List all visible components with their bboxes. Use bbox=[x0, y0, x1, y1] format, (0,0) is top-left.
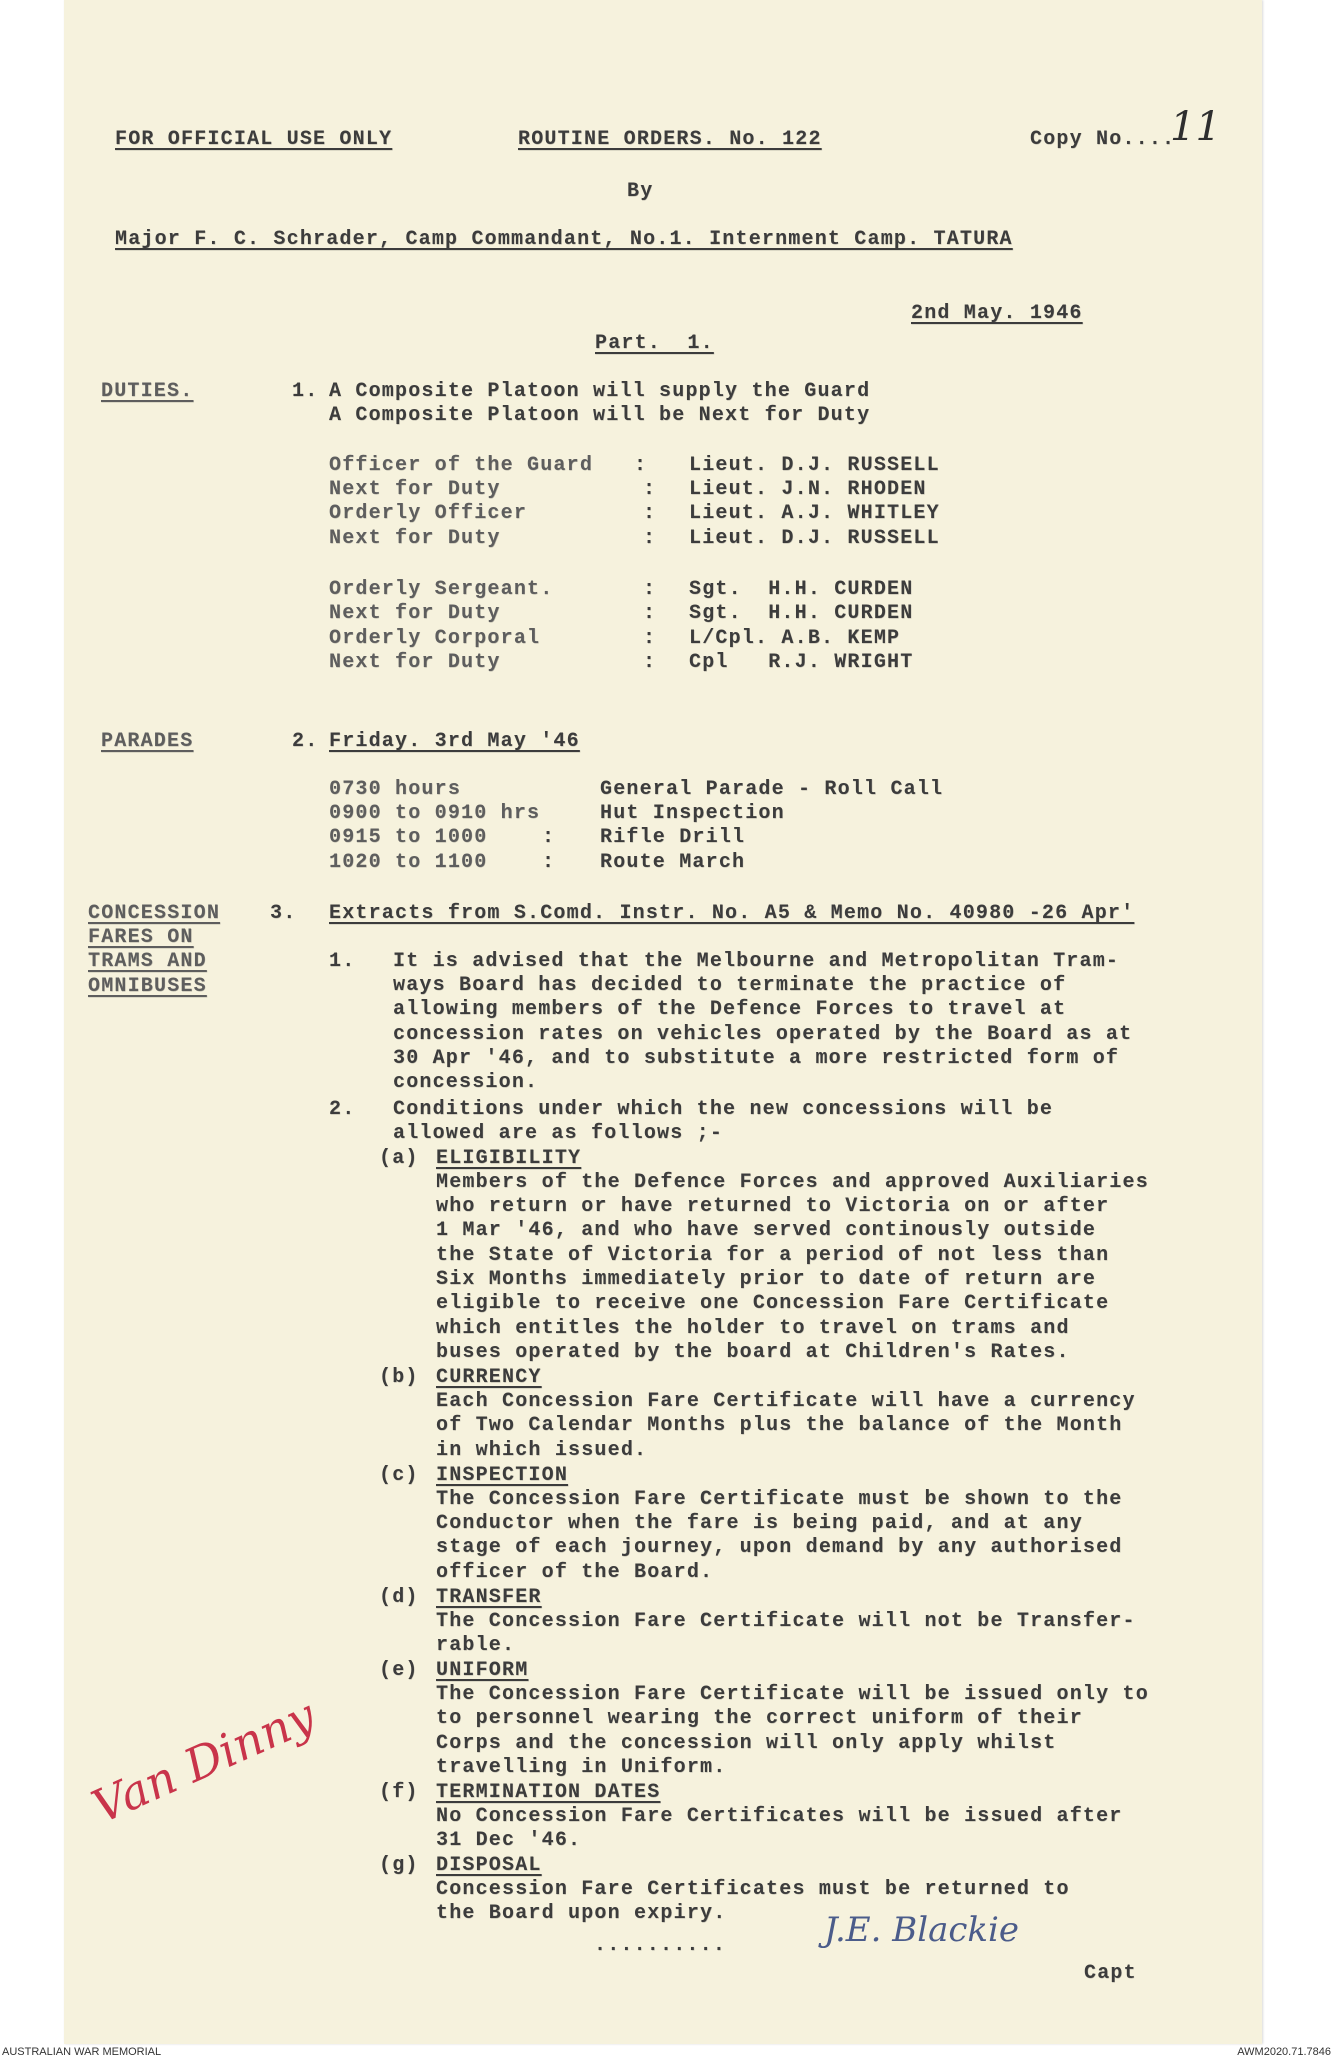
footer-credit: AUSTRALIAN WAR MEMORIAL bbox=[2, 2046, 162, 2058]
item-line: buses operated by the board at Children's Rates. bbox=[436, 1341, 1070, 1364]
duty-role: Next for Duty bbox=[329, 651, 501, 674]
item-line: the State of Victoria for a period of not less than bbox=[436, 1244, 1110, 1267]
duties-side-label: DUTIES. bbox=[101, 380, 194, 403]
item-line: travelling in Uniform. bbox=[436, 1756, 727, 1779]
item-line: Concession Fare Certificates must be returned to bbox=[436, 1878, 1070, 1901]
duty-name: Sgt. H.H. CURDEN bbox=[689, 578, 914, 601]
footer-accession: AWM2020.71.7846 bbox=[1237, 2046, 1331, 2058]
parade-sep: : bbox=[542, 851, 556, 874]
item-line: Each Concession Fare Certificate will have a currency bbox=[436, 1390, 1136, 1413]
duty-name: Lieut. J.N. RHODEN bbox=[689, 478, 927, 501]
parade-time: 0730 hours bbox=[329, 778, 462, 801]
concession-side-label: OMNIBUSES bbox=[88, 975, 207, 998]
item-line: 31 Dec '46. bbox=[436, 1829, 582, 1852]
item-letter: (e) bbox=[379, 1659, 419, 1682]
item-letter: (g) bbox=[379, 1854, 419, 1877]
duty-sep: : bbox=[634, 454, 648, 477]
red-handwritten-annotation: Van Dinny bbox=[84, 1688, 323, 1834]
duty-role: Next for Duty bbox=[329, 602, 501, 625]
item-line: Six Months immediately prior to date of return are bbox=[436, 1268, 1097, 1291]
duty-sep: : bbox=[643, 602, 657, 625]
duty-name: Lieut. D.J. RUSSELL bbox=[689, 454, 940, 477]
duty-role: Officer of the Guard bbox=[329, 454, 594, 477]
item-line: who return or have returned to Victoria on or after bbox=[436, 1195, 1110, 1218]
duty-name: L/Cpl. A.B. KEMP bbox=[689, 627, 901, 650]
duty-role: Next for Duty bbox=[329, 527, 501, 550]
parade-sep: : bbox=[542, 826, 556, 849]
concession-side-label: TRAMS AND bbox=[88, 950, 207, 973]
para1-line: concession. bbox=[393, 1071, 539, 1094]
duty-role: Orderly Corporal bbox=[329, 627, 541, 650]
duty-role: Next for Duty bbox=[329, 478, 501, 501]
item-letter: (f) bbox=[379, 1781, 419, 1804]
duty-sep: : bbox=[643, 478, 657, 501]
item-line: Corps and the concession will only apply whilst bbox=[436, 1732, 1057, 1755]
para2-line: Conditions under which the new concessions will be bbox=[393, 1098, 1054, 1121]
item-letter: (a) bbox=[379, 1147, 419, 1170]
item-title: UNIFORM bbox=[436, 1659, 529, 1682]
item-line: rable. bbox=[436, 1634, 516, 1657]
item-title: INSPECTION bbox=[436, 1464, 569, 1487]
item-line: to personnel wearing the correct uniform of their bbox=[436, 1707, 1083, 1730]
duty-name: Cpl R.J. WRIGHT bbox=[689, 651, 914, 674]
parade-activity: Rifle Drill bbox=[600, 826, 746, 849]
para1-line: It is advised that the Melbourne and Metropolitan Tram- bbox=[393, 950, 1120, 973]
item-title: CURRENCY bbox=[436, 1366, 542, 1389]
concession-side-label: CONCESSION bbox=[88, 902, 221, 925]
item-letter: (c) bbox=[379, 1464, 419, 1487]
para1-line: concession rates on vehicles operated by the Board as at bbox=[393, 1023, 1133, 1046]
duty-name: Sgt. H.H. CURDEN bbox=[689, 602, 914, 625]
concession-side-label: FARES ON bbox=[88, 926, 194, 949]
classification-label: FOR OFFICIAL USE ONLY bbox=[115, 128, 393, 151]
orders-title: ROUTINE ORDERS. No. 122 bbox=[518, 128, 822, 151]
parade-activity: General Parade - Roll Call bbox=[600, 778, 944, 801]
concession-number: 3. bbox=[270, 902, 297, 925]
document-page bbox=[64, 0, 1262, 2044]
duties-line: A Composite Platoon will be Next for Duty bbox=[329, 404, 871, 427]
parade-time: 0915 to 1000 bbox=[329, 826, 488, 849]
copy-label: Copy No.... bbox=[1030, 128, 1176, 151]
duty-sep: : bbox=[643, 651, 657, 674]
duties-number: 1. bbox=[292, 380, 319, 403]
item-title: DISPOSAL bbox=[436, 1854, 542, 1877]
item-line: officer of the Board. bbox=[436, 1561, 714, 1584]
part-heading: Part. 1. bbox=[595, 332, 714, 355]
item-line: Conductor when the fare is being paid, and at any bbox=[436, 1512, 1083, 1535]
item-line: 1 Mar '46, and who have served continously outside bbox=[436, 1219, 1097, 1242]
duty-sep: : bbox=[643, 578, 657, 601]
para1-line: allowing members of the Defence Forces to travel at bbox=[393, 998, 1067, 1021]
signature-rank: Capt bbox=[1084, 1962, 1137, 1985]
item-line: The Concession Fare Certificate must be shown to the bbox=[436, 1488, 1123, 1511]
parade-time: 0900 to 0910 hrs bbox=[329, 802, 541, 825]
duty-name: Lieut. A.J. WHITLEY bbox=[689, 502, 940, 525]
signature-handwritten: J.E. Blackie bbox=[824, 1910, 1020, 1950]
duty-role: Orderly Sergeant. bbox=[329, 578, 554, 601]
item-line: The Concession Fare Certificate will be issued only to bbox=[436, 1683, 1149, 1706]
para1-line: ways Board has decided to terminate the practice of bbox=[393, 974, 1067, 997]
parades-day: Friday. 3rd May '46 bbox=[329, 730, 580, 753]
para1-line: 30 Apr '46, and to substitute a more restricted form of bbox=[393, 1047, 1120, 1070]
item-title: ELIGIBILITY bbox=[436, 1147, 582, 1170]
parade-activity: Route March bbox=[600, 851, 746, 874]
order-date: 2nd May. 1946 bbox=[911, 302, 1083, 325]
item-line: eligible to receive one Concession Fare Certificate bbox=[436, 1292, 1110, 1315]
item-line: in which issued. bbox=[436, 1439, 648, 1462]
closing-dots: .......... bbox=[594, 1934, 727, 1957]
duty-sep: : bbox=[643, 627, 657, 650]
para1-number: 1. bbox=[329, 950, 356, 973]
duty-name: Lieut. D.J. RUSSELL bbox=[689, 527, 940, 550]
item-line: of Two Calendar Months plus the balance of the Month bbox=[436, 1414, 1123, 1437]
duties-line: A Composite Platoon will supply the Guard bbox=[329, 380, 871, 403]
parades-number: 2. bbox=[292, 730, 319, 753]
copy-number-handwritten: 11 bbox=[1170, 104, 1221, 150]
parades-side-label: PARADES bbox=[101, 730, 194, 753]
duty-sep: : bbox=[643, 502, 657, 525]
item-line: No Concession Fare Certificates will be issued after bbox=[436, 1805, 1123, 1828]
item-title: TERMINATION DATES bbox=[436, 1781, 661, 1804]
duty-role: Orderly Officer bbox=[329, 502, 528, 525]
concession-heading: Extracts from S.Comd. Instr. No. A5 & Memo No. 40980 -26 Apr' bbox=[329, 902, 1135, 925]
item-line: which entitles the holder to travel on trams and bbox=[436, 1317, 1070, 1340]
item-letter: (b) bbox=[379, 1366, 419, 1389]
item-line: the Board upon expiry. bbox=[436, 1902, 727, 1925]
by-line: By bbox=[627, 180, 654, 203]
para2-number: 2. bbox=[329, 1098, 356, 1121]
parade-activity: Hut Inspection bbox=[600, 802, 785, 825]
duty-sep: : bbox=[643, 527, 657, 550]
author-line: Major F. C. Schrader, Camp Commandant, No.1. Internment Camp. TATURA bbox=[115, 228, 1013, 251]
item-line: The Concession Fare Certificate will not be Transfer- bbox=[436, 1610, 1136, 1633]
item-letter: (d) bbox=[379, 1586, 419, 1609]
parade-time: 1020 to 1100 bbox=[329, 851, 488, 874]
item-line: stage of each journey, upon demand by any authorised bbox=[436, 1536, 1123, 1559]
item-title: TRANSFER bbox=[436, 1586, 542, 1609]
item-line: Members of the Defence Forces and approved Auxiliaries bbox=[436, 1171, 1149, 1194]
para2-line: allowed are as follows ;- bbox=[393, 1122, 724, 1145]
